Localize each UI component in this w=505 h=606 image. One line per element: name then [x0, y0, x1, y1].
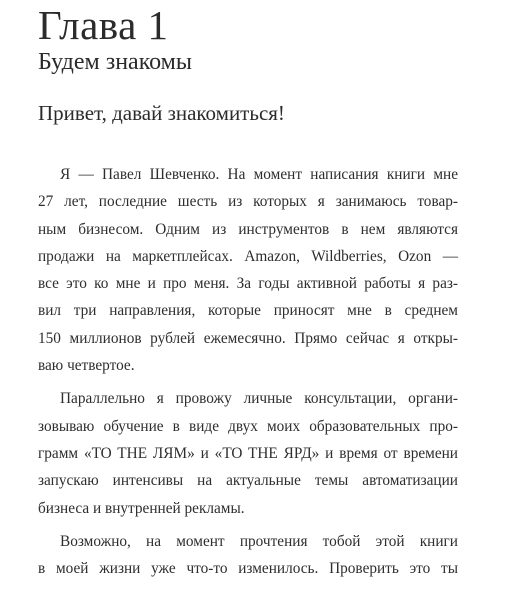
text-line: грамм «TO THE ЛЯМ» и «TO THE ЯРД» и время от времени [38, 444, 458, 462]
text-line: Я — Павел Шевченко. На момент написания книги мне [60, 166, 458, 183]
paragraph-1 [38, 161, 458, 379]
paragraph-2 [38, 385, 458, 521]
paragraph-3 [38, 528, 458, 583]
section-heading: Привет, давай знакомиться! [38, 101, 285, 125]
text-line: Параллельно я провожу личные консультации, органи- [60, 390, 458, 408]
text-line: 27 лет, последние шесть из которых я занимаюсь товар- [38, 193, 458, 211]
chapter-subtitle: Будем знакомы [38, 49, 192, 75]
text-line: все это ко мне и про меня. За годы активной работы я раз- [38, 275, 458, 293]
text-line: зовываю обучение в виде двух моих образовательных про- [38, 417, 458, 435]
text-line: бизнеса и внутренней рекламы. [38, 499, 245, 517]
text-line: в моей жизни уже что-то изменилось. Проверить это ты [38, 560, 458, 578]
text-line: Возможно, на момент прочтения тобой этой книги [60, 532, 458, 550]
text-line: ваю четвертое. [38, 357, 135, 375]
body-text [38, 161, 458, 588]
text-line: ным бизнесом. Одним из инструментов в нем являются [38, 220, 458, 238]
text-line: вил три направления, которые приносят мне в среднем [38, 302, 458, 320]
chapter-title: Глава 1 [38, 2, 169, 48]
text-line: продажи на маркетплейсах. Amazon, Wildberries, Ozon — [38, 247, 458, 265]
text-line: 150 миллионов рублей ежемесячно. Прямо сейчас я откры- [38, 329, 458, 347]
text-line: запускаю интенсивы на актуальные темы автоматизации [38, 472, 458, 490]
